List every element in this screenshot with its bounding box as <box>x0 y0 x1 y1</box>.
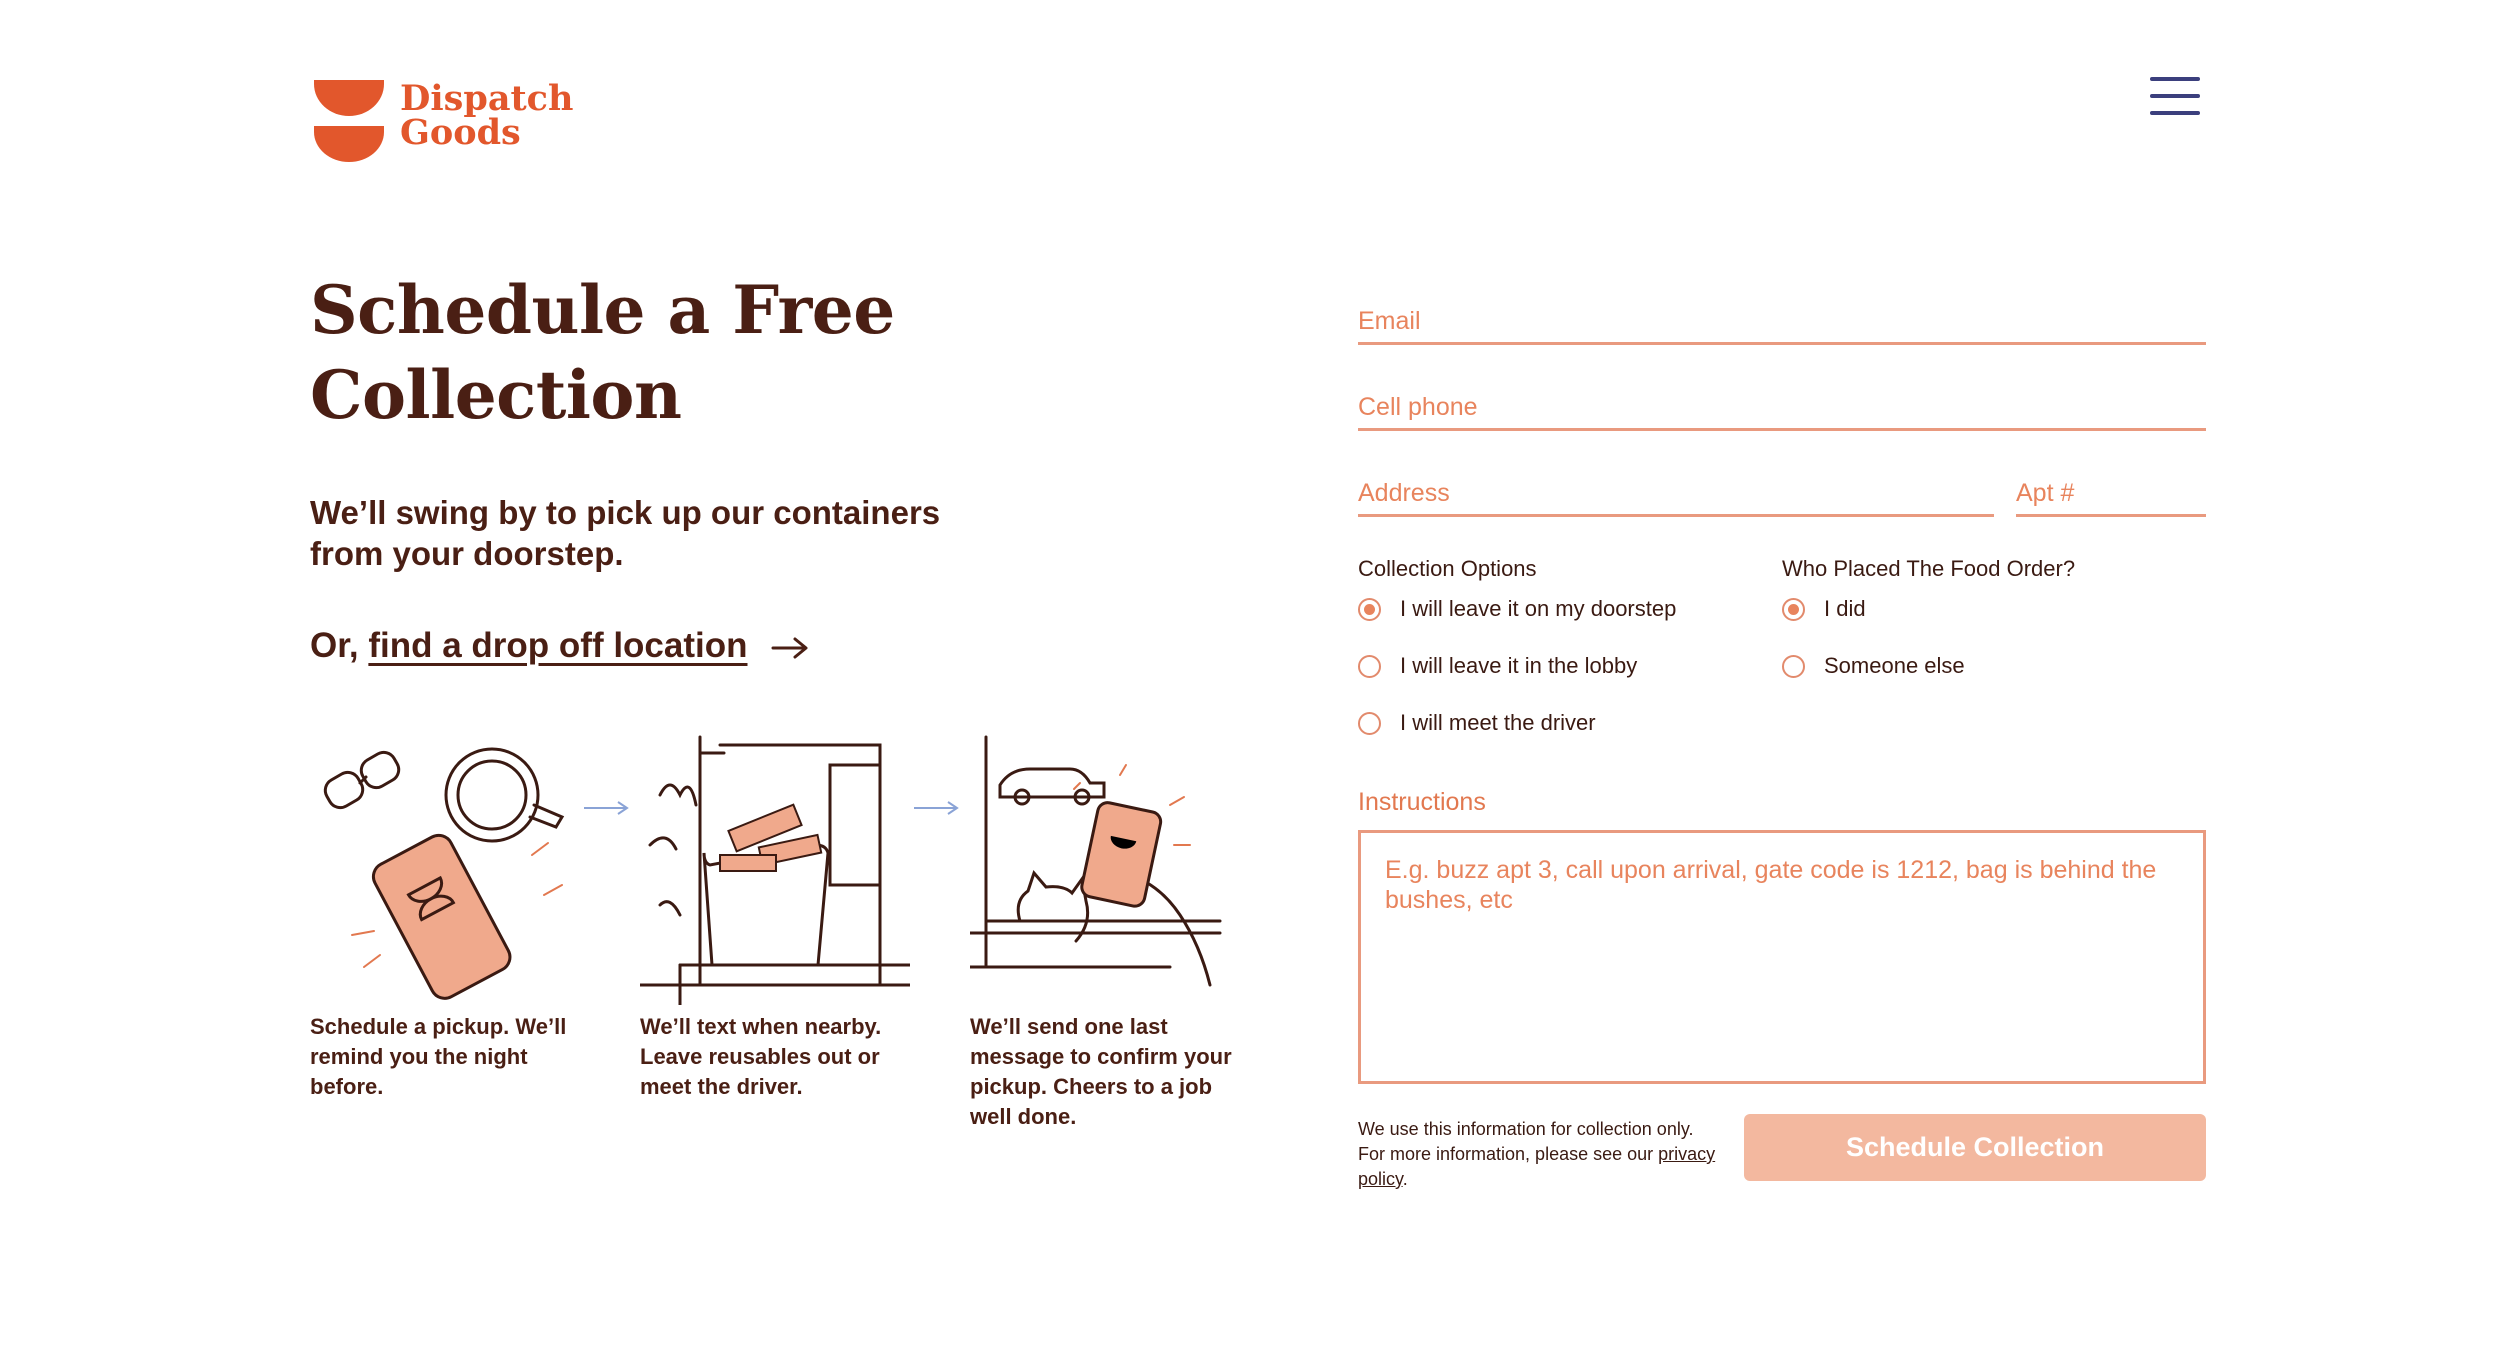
cell-phone-input[interactable] <box>1358 393 2206 422</box>
radio-unchecked-icon[interactable] <box>1782 655 1805 678</box>
dispatch-goods-logo-icon <box>312 78 386 164</box>
logo-line-1: Dispatch <box>400 78 574 119</box>
radio-unchecked-icon[interactable] <box>1358 712 1381 735</box>
radio-someone-else[interactable] <box>1782 651 2082 685</box>
radio-meet-driver[interactable] <box>1358 708 1738 742</box>
doorstep-illustration-icon <box>640 735 910 1005</box>
privacy-notice <box>1358 1117 1718 1192</box>
who-placed-order-label: Who Placed The Food Order? <box>1782 556 2076 581</box>
privacy-text: We use this information for collection only. For more information, please see our <box>1358 1119 1694 1164</box>
address-field[interactable] <box>1358 454 1994 517</box>
apt-field[interactable] <box>2016 454 2206 517</box>
step-3-text: We’ll send one last message to confirm your pickup. Cheers to a job well done. <box>970 1014 1232 1129</box>
step-2-text: We’ll text when nearby. Leave reusables out or meet the driver. <box>640 1014 882 1099</box>
radio-checked-icon[interactable] <box>1358 598 1381 621</box>
instructions-label: Instructions <box>1358 788 1486 816</box>
radio-i-did-label[interactable]: I did <box>1824 596 1866 621</box>
step-arrow-icon <box>582 800 630 816</box>
step-arrow-icon <box>912 800 960 816</box>
step-1-text: Schedule a pickup. We’ll remind you the night before. <box>310 1014 567 1099</box>
radio-doorstep-label[interactable]: I will leave it on my doorstep <box>1400 596 1677 621</box>
radio-checked-icon[interactable] <box>1782 598 1805 621</box>
email-field[interactable] <box>1358 282 2206 345</box>
radio-unchecked-icon[interactable] <box>1358 655 1381 678</box>
page-title-line-1: Schedule a Free <box>310 271 895 349</box>
cell-phone-field[interactable] <box>1358 368 2206 431</box>
reminder-illustration-icon <box>312 735 582 1005</box>
radio-lobby-label[interactable]: I will leave it in the lobby <box>1400 653 1638 678</box>
schedule-collection-button[interactable]: Schedule Collection <box>1744 1114 2206 1181</box>
page-subtitle: We’ll swing by to pick up our containers from your doorstep. <box>310 494 941 572</box>
privacy-end: . <box>1402 1169 1408 1189</box>
logo-wordmark <box>400 78 574 153</box>
dropoff-location-link[interactable]: find a drop off location <box>368 626 748 665</box>
dropoff-line <box>310 625 809 667</box>
privacy-policy-link[interactable]: privacy policy <box>1358 1144 1716 1189</box>
radio-lobby[interactable] <box>1358 651 1738 685</box>
hamburger-menu-icon[interactable] <box>2150 74 2200 118</box>
page-title-line-2: Collection <box>310 356 682 434</box>
dropoff-prefix: Or, <box>310 626 359 665</box>
collection-options-label: Collection Options <box>1358 556 1537 581</box>
radio-someone-else-label[interactable]: Someone else <box>1824 653 1965 678</box>
apt-input[interactable] <box>2016 479 2206 508</box>
logo[interactable] <box>312 78 572 164</box>
radio-meet-driver-label[interactable]: I will meet the driver <box>1400 710 1596 735</box>
arrow-right-icon[interactable] <box>771 637 809 659</box>
logo-line-2: Goods <box>400 112 521 153</box>
address-input[interactable] <box>1358 479 1994 508</box>
confirmation-illustration-icon <box>970 735 1240 1005</box>
radio-i-did[interactable] <box>1782 594 2082 628</box>
radio-doorstep[interactable] <box>1358 594 1738 628</box>
email-input[interactable] <box>1358 307 2206 336</box>
page-title <box>310 268 1010 438</box>
instructions-textarea[interactable] <box>1358 830 2206 1084</box>
